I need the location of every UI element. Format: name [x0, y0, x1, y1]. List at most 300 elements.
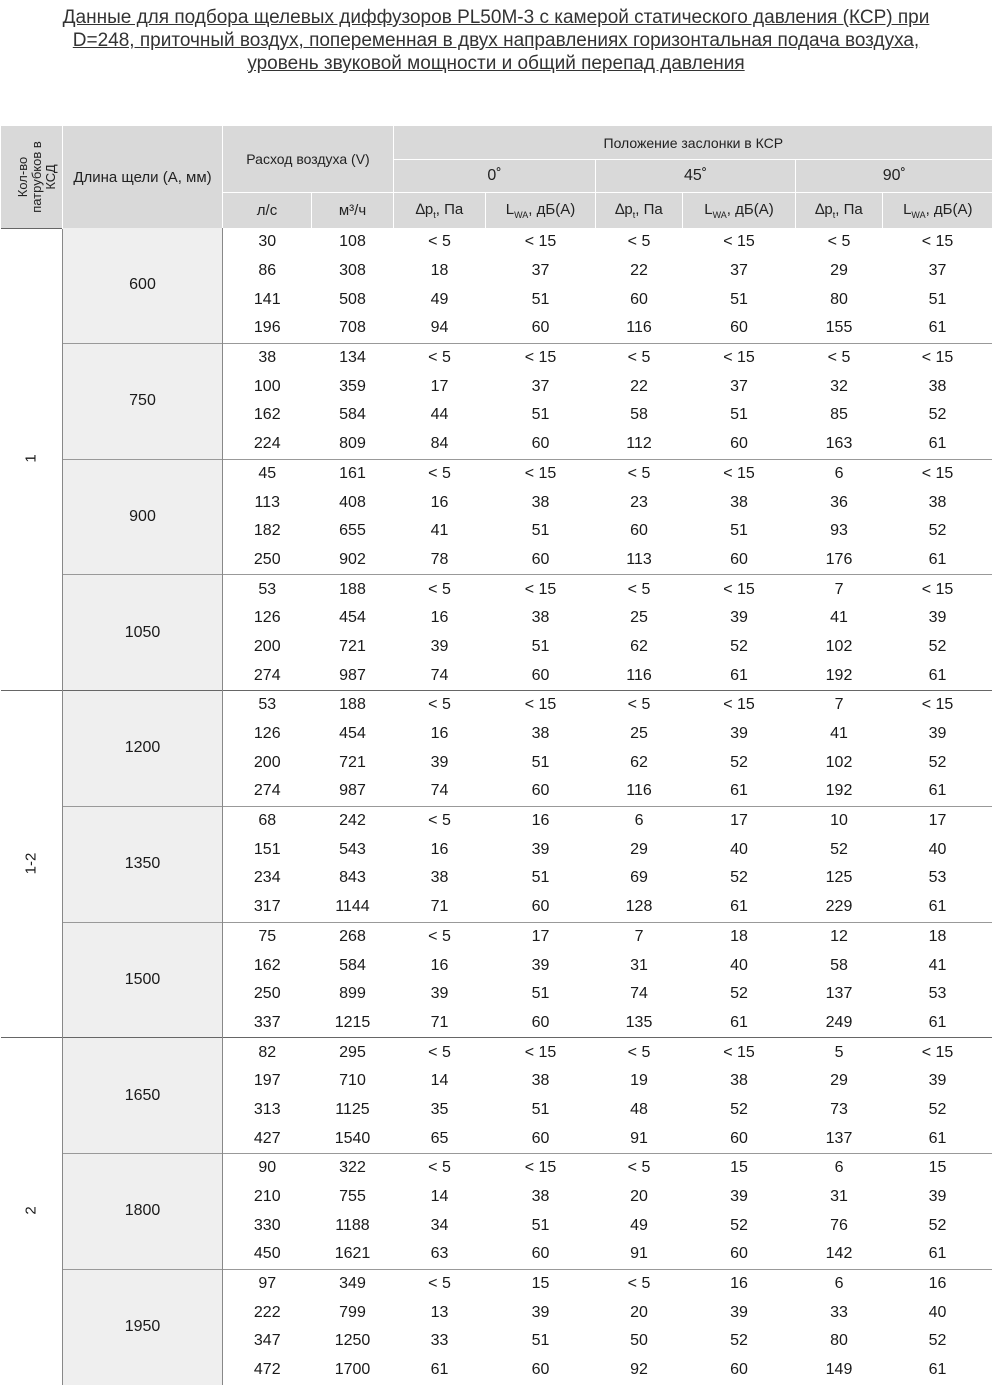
table-cell: 508 [312, 285, 394, 314]
table-cell: 102 [796, 748, 883, 777]
table-cell: 52 [883, 1211, 992, 1240]
table-cell: 37 [883, 257, 992, 286]
table-cell: 14 [394, 1067, 486, 1096]
table-cell: 60 [486, 1009, 596, 1038]
table-cell: 12 [796, 922, 883, 951]
table-cell: 58 [796, 951, 883, 980]
table-cell: 37 [683, 257, 796, 286]
table-row [1, 459, 992, 488]
table-cell: < 15 [883, 575, 992, 604]
table-cell: 116 [596, 314, 683, 343]
table-cell: 37 [486, 372, 596, 401]
table-cell: 69 [596, 864, 683, 893]
table-cell: 60 [486, 777, 596, 806]
table-cell: 39 [486, 1298, 596, 1327]
table-cell: 7 [796, 575, 883, 604]
table-cell: 58 [596, 401, 683, 430]
table-cell: 51 [486, 748, 596, 777]
table-cell: 91 [596, 1124, 683, 1153]
table-cell: 224 [223, 430, 312, 459]
table-cell: 61 [683, 1009, 796, 1038]
table-cell: 60 [486, 546, 596, 575]
table-cell: 250 [223, 546, 312, 575]
table-cell: 51 [486, 1096, 596, 1125]
table-cell: 126 [223, 604, 312, 633]
table-row [1, 922, 992, 951]
table-cell: < 5 [394, 228, 486, 257]
table-cell: 40 [883, 835, 992, 864]
table-cell: 33 [394, 1327, 486, 1356]
table-cell: 210 [223, 1183, 312, 1212]
slot-length-cell: 1200 [63, 691, 223, 807]
table-cell: 39 [683, 1298, 796, 1327]
group-count-cell [1, 1038, 63, 1385]
table-cell: < 5 [596, 1154, 683, 1183]
table-cell: 17 [486, 922, 596, 951]
table-cell: 113 [596, 546, 683, 575]
table-cell: 196 [223, 314, 312, 343]
table-cell: 37 [683, 372, 796, 401]
table-cell: 708 [312, 314, 394, 343]
table-header [1, 126, 992, 229]
table-cell: 1215 [312, 1009, 394, 1038]
header-unit-dp: $\Delta p_t$, Па [394, 193, 486, 229]
table-cell: 51 [683, 285, 796, 314]
table-cell: < 5 [394, 691, 486, 720]
table-cell: 52 [883, 633, 992, 662]
table-cell: 313 [223, 1096, 312, 1125]
table-cell: 61 [883, 893, 992, 922]
table-cell: 38 [883, 372, 992, 401]
slot-length-cell: 1500 [63, 922, 223, 1038]
table-cell: 31 [596, 951, 683, 980]
table-cell: < 5 [394, 1038, 486, 1067]
table-cell: 60 [486, 1240, 596, 1269]
table-cell: < 15 [486, 228, 596, 257]
table-cell: 1250 [312, 1327, 394, 1356]
table-cell: < 5 [796, 343, 883, 372]
table-cell: 14 [394, 1183, 486, 1212]
table-cell: 40 [683, 835, 796, 864]
table-cell: 200 [223, 748, 312, 777]
table-cell: 29 [796, 1067, 883, 1096]
table-cell: 62 [596, 633, 683, 662]
header-unit-lwa: $L_{WA}$, дБ(А) [683, 193, 796, 229]
table-cell: 97 [223, 1269, 312, 1298]
table-cell: 61 [683, 661, 796, 690]
table-cell: 192 [796, 661, 883, 690]
table-cell: 52 [883, 517, 992, 546]
table-cell: 34 [394, 1211, 486, 1240]
table-cell: 45 [223, 459, 312, 488]
table-cell: 454 [312, 720, 394, 749]
table-cell: 82 [223, 1038, 312, 1067]
table-cell: 60 [683, 1124, 796, 1153]
table-cell: 74 [394, 777, 486, 806]
title-line-3: уровень звуковой мощности и общий перепад давления [0, 52, 992, 75]
table-cell: 60 [683, 314, 796, 343]
table-cell: < 15 [486, 1038, 596, 1067]
table-cell: 39 [883, 720, 992, 749]
table-cell: 16 [394, 835, 486, 864]
table-cell: 86 [223, 257, 312, 286]
table-cell: 7 [796, 691, 883, 720]
table-cell: 126 [223, 720, 312, 749]
table-cell: 113 [223, 488, 312, 517]
table-cell: 51 [486, 1211, 596, 1240]
table-cell: 584 [312, 401, 394, 430]
table-cell: 15 [683, 1154, 796, 1183]
table-cell: 349 [312, 1269, 394, 1298]
document-title [0, 6, 992, 75]
table-cell: 80 [796, 1327, 883, 1356]
table-cell: 721 [312, 633, 394, 662]
table-cell: 90 [223, 1154, 312, 1183]
table-cell: 149 [796, 1356, 883, 1385]
table-cell: 38 [486, 720, 596, 749]
table-cell: 37 [486, 257, 596, 286]
table-cell: 52 [883, 401, 992, 430]
table-cell: 16 [486, 806, 596, 835]
table-cell: 53 [223, 691, 312, 720]
table-cell: 721 [312, 748, 394, 777]
table-cell: 61 [883, 1240, 992, 1269]
table-cell: 100 [223, 372, 312, 401]
table-cell: 359 [312, 372, 394, 401]
table-cell: 1700 [312, 1356, 394, 1385]
table-cell: 1540 [312, 1124, 394, 1153]
table-cell: < 5 [394, 459, 486, 488]
table-cell: 655 [312, 517, 394, 546]
table-cell: 39 [394, 980, 486, 1009]
slot-length-cell: 750 [63, 343, 223, 459]
table-cell: 35 [394, 1096, 486, 1125]
table-row [1, 575, 992, 604]
title-line-1: Данные для подбора щелевых диффузоров PL50M-3 с камерой статического давления (КСР) при [0, 6, 992, 29]
table-cell: 51 [486, 401, 596, 430]
table-cell: 188 [312, 575, 394, 604]
table-cell: 53 [223, 575, 312, 604]
table-cell: 85 [796, 401, 883, 430]
table-cell: < 5 [596, 228, 683, 257]
table-cell: 899 [312, 980, 394, 1009]
table-row [1, 1269, 992, 1298]
table-cell: 60 [596, 517, 683, 546]
table-cell: 268 [312, 922, 394, 951]
table-cell: 38 [883, 488, 992, 517]
table-row [1, 343, 992, 372]
table-cell: 155 [796, 314, 883, 343]
table-cell: 543 [312, 835, 394, 864]
table-cell: 755 [312, 1183, 394, 1212]
table-cell: 78 [394, 546, 486, 575]
table-cell: 137 [796, 980, 883, 1009]
table-cell: 16 [394, 488, 486, 517]
table-cell: 71 [394, 893, 486, 922]
table-cell: 6 [796, 1154, 883, 1183]
table-cell: 63 [394, 1240, 486, 1269]
table-cell: 60 [683, 430, 796, 459]
table-cell: 249 [796, 1009, 883, 1038]
table-cell: 51 [486, 285, 596, 314]
header-damper: Положение заслонки в КСР [394, 126, 992, 160]
table-cell: 182 [223, 517, 312, 546]
selection-table [0, 125, 992, 1385]
table-cell: < 15 [883, 343, 992, 372]
table-cell: 74 [596, 980, 683, 1009]
table-cell: 61 [883, 546, 992, 575]
table-cell: 987 [312, 777, 394, 806]
table-cell: 142 [796, 1240, 883, 1269]
table-cell: 16 [883, 1269, 992, 1298]
table-cell: 52 [683, 1096, 796, 1125]
table-cell: 222 [223, 1298, 312, 1327]
header-unit-m3h: м³/ч [312, 193, 394, 229]
table-cell: 710 [312, 1067, 394, 1096]
table-cell: 73 [796, 1096, 883, 1125]
slot-length-cell: 1800 [63, 1154, 223, 1270]
table-cell: 62 [596, 748, 683, 777]
table-cell: < 15 [486, 459, 596, 488]
table-cell: < 5 [394, 922, 486, 951]
table-cell: 125 [796, 864, 883, 893]
table-cell: 60 [683, 546, 796, 575]
table-cell: 454 [312, 604, 394, 633]
table-cell: 20 [596, 1298, 683, 1327]
table-cell: 25 [596, 604, 683, 633]
header-unit-lwa: $L_{WA}$, дБ(А) [486, 193, 596, 229]
table-cell: 39 [683, 720, 796, 749]
table-cell: 60 [486, 661, 596, 690]
table-cell: 61 [883, 777, 992, 806]
table-cell: 30 [223, 228, 312, 257]
table-cell: 337 [223, 1009, 312, 1038]
table-cell: 234 [223, 864, 312, 893]
table-cell: 116 [596, 661, 683, 690]
table-cell: 987 [312, 661, 394, 690]
table-cell: 472 [223, 1356, 312, 1385]
table-cell: 52 [796, 835, 883, 864]
table-cell: 49 [394, 285, 486, 314]
table-cell: 51 [683, 517, 796, 546]
table-cell: 200 [223, 633, 312, 662]
table-cell: < 15 [683, 459, 796, 488]
table-cell: 19 [596, 1067, 683, 1096]
table-cell: < 15 [683, 343, 796, 372]
table-cell: 6 [796, 459, 883, 488]
header-angle-90: 90˚ [796, 160, 992, 193]
table-cell: < 15 [683, 1038, 796, 1067]
table-cell: 52 [683, 864, 796, 893]
table-cell: 31 [796, 1183, 883, 1212]
table-cell: 5 [796, 1038, 883, 1067]
table-cell: < 5 [596, 343, 683, 372]
table-cell: < 15 [883, 691, 992, 720]
table-cell: 176 [796, 546, 883, 575]
table-cell: 51 [486, 633, 596, 662]
table-cell: 902 [312, 546, 394, 575]
table-cell: 162 [223, 401, 312, 430]
table-cell: 295 [312, 1038, 394, 1067]
table-cell: 308 [312, 257, 394, 286]
table-cell: 61 [883, 661, 992, 690]
table-cell: < 15 [883, 459, 992, 488]
table-cell: 39 [394, 633, 486, 662]
table-cell: 51 [683, 401, 796, 430]
table-cell: 29 [596, 835, 683, 864]
table-cell: 17 [683, 806, 796, 835]
table-cell: 18 [883, 922, 992, 951]
table-cell: 16 [394, 720, 486, 749]
slot-length-cell: 1650 [63, 1038, 223, 1154]
table-cell: 52 [683, 1327, 796, 1356]
table-cell: < 5 [394, 575, 486, 604]
table-cell: 51 [486, 864, 596, 893]
table-cell: 584 [312, 951, 394, 980]
header-flow: Расход воздуха (V) [223, 126, 394, 193]
table-cell: 112 [596, 430, 683, 459]
table-cell: 52 [683, 633, 796, 662]
table-cell: < 15 [486, 691, 596, 720]
table-cell: 61 [683, 893, 796, 922]
table-cell: < 5 [596, 575, 683, 604]
table-cell: 38 [486, 1067, 596, 1096]
table-cell: 60 [683, 1356, 796, 1385]
table-cell: 38 [486, 1183, 596, 1212]
table-cell: 38 [394, 864, 486, 893]
table-cell: 52 [683, 748, 796, 777]
table-cell: 39 [683, 1183, 796, 1212]
table-cell: 60 [486, 1356, 596, 1385]
table-cell: < 5 [394, 1269, 486, 1298]
table-cell: 41 [394, 517, 486, 546]
table-cell: 13 [394, 1298, 486, 1327]
table-cell: 6 [796, 1269, 883, 1298]
header-unit-dp: $\Delta p_t$, Па [796, 193, 883, 229]
group-count-label: 2 [23, 1207, 40, 1215]
table-cell: 163 [796, 430, 883, 459]
table-cell: 32 [796, 372, 883, 401]
table-cell: 61 [883, 1124, 992, 1153]
table-cell: 108 [312, 228, 394, 257]
header-length: Длина щели (A, мм) [63, 126, 223, 229]
table-cell: 41 [796, 604, 883, 633]
table-cell: 229 [796, 893, 883, 922]
table-cell: 38 [486, 604, 596, 633]
table-cell: 41 [796, 720, 883, 749]
table-cell: 60 [486, 314, 596, 343]
table-cell: 39 [683, 604, 796, 633]
table-cell: 51 [486, 517, 596, 546]
table-row [1, 1154, 992, 1183]
table-cell: 317 [223, 893, 312, 922]
table-cell: 38 [683, 1067, 796, 1096]
table-cell: 60 [486, 893, 596, 922]
table-cell: 48 [596, 1096, 683, 1125]
table-cell: 40 [883, 1298, 992, 1327]
table-cell: < 15 [486, 575, 596, 604]
table-cell: 843 [312, 864, 394, 893]
group-count-cell [1, 691, 63, 1038]
header-angle-0: 0˚ [394, 160, 596, 193]
table-cell: < 15 [683, 575, 796, 604]
table-cell: 1144 [312, 893, 394, 922]
table-cell: 52 [683, 980, 796, 1009]
table-cell: 92 [596, 1356, 683, 1385]
table-cell: 197 [223, 1067, 312, 1096]
table-cell: 39 [486, 835, 596, 864]
table-cell: < 5 [394, 343, 486, 372]
table-cell: 61 [883, 430, 992, 459]
header-count-label: Кол-во патрубков в КСД [16, 141, 58, 213]
table-cell: 53 [883, 980, 992, 1009]
table-cell: 809 [312, 430, 394, 459]
group-count-label: 1-2 [23, 853, 40, 875]
table-cell: < 15 [683, 691, 796, 720]
slot-length-cell: 600 [63, 228, 223, 343]
table-cell: 76 [796, 1211, 883, 1240]
table-body [1, 228, 992, 1385]
table-cell: 1188 [312, 1211, 394, 1240]
table-cell: 40 [683, 951, 796, 980]
table-cell: 1125 [312, 1096, 394, 1125]
table-cell: 39 [883, 1183, 992, 1212]
table-cell: 38 [223, 343, 312, 372]
table-cell: 61 [883, 314, 992, 343]
table-cell: 49 [596, 1211, 683, 1240]
table-cell: 61 [883, 1356, 992, 1385]
table-cell: 141 [223, 285, 312, 314]
table-cell: 65 [394, 1124, 486, 1153]
table-cell: 116 [596, 777, 683, 806]
table-cell: 16 [394, 604, 486, 633]
table-cell: 60 [683, 1240, 796, 1269]
table-cell: 799 [312, 1298, 394, 1327]
table-cell: < 5 [796, 228, 883, 257]
table-cell: < 5 [394, 806, 486, 835]
table-cell: 29 [796, 257, 883, 286]
table-cell: 347 [223, 1327, 312, 1356]
table-cell: 17 [883, 806, 992, 835]
table-cell: < 5 [596, 1269, 683, 1298]
table-cell: 322 [312, 1154, 394, 1183]
table-cell: < 5 [596, 1038, 683, 1067]
table-cell: < 5 [596, 459, 683, 488]
table-cell: 84 [394, 430, 486, 459]
table-cell: 71 [394, 1009, 486, 1038]
table-cell: < 15 [486, 343, 596, 372]
table-cell: 60 [486, 430, 596, 459]
table-cell: 450 [223, 1240, 312, 1269]
table-cell: 162 [223, 951, 312, 980]
table-cell: 68 [223, 806, 312, 835]
header-unit-ls: л/с [223, 193, 312, 229]
table-cell: 274 [223, 661, 312, 690]
table-cell: 7 [596, 922, 683, 951]
slot-length-cell: 900 [63, 459, 223, 575]
table-cell: 52 [883, 1327, 992, 1356]
title-line-2: D=248, приточный воздух, попеременная в двух направлениях горизонтальная подача воздуха, [0, 29, 992, 52]
table-cell: 250 [223, 980, 312, 1009]
table-cell: 16 [394, 951, 486, 980]
header-unit-dp: $\Delta p_t$, Па [596, 193, 683, 229]
slot-length-cell: 1350 [63, 806, 223, 922]
table-cell: 161 [312, 459, 394, 488]
table-cell: 15 [486, 1269, 596, 1298]
table-row [1, 228, 992, 257]
table-cell: 60 [596, 285, 683, 314]
table-cell: 102 [796, 633, 883, 662]
